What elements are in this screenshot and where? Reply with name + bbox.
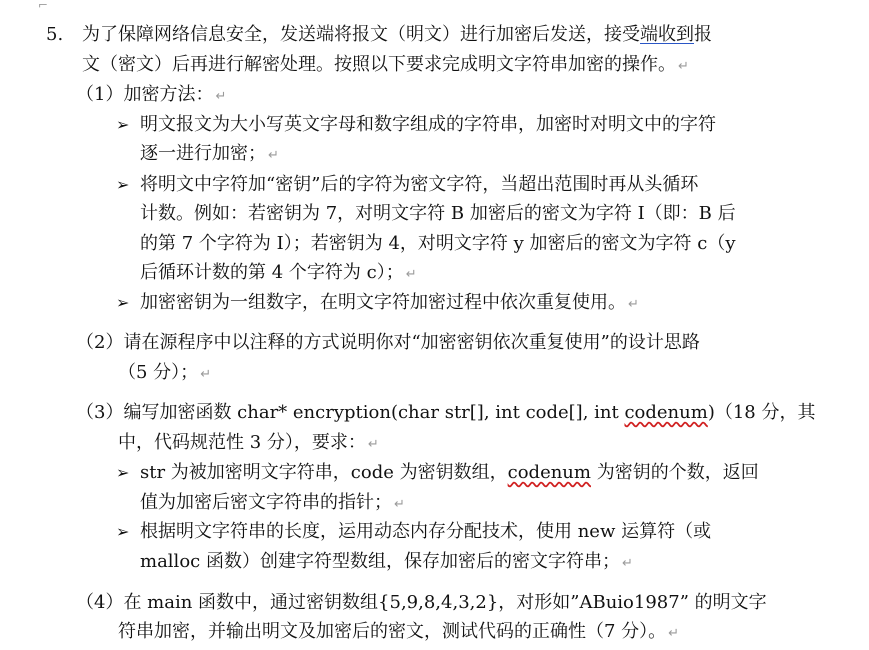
question-intro-line-1 xyxy=(82,23,712,47)
part1-bullet3-text-1: 加密密钥为一组数字，在明文字符加密过程中依次重复使用。 xyxy=(140,292,626,313)
paragraph-mark: ↵ xyxy=(678,59,689,74)
paragraph-mark: ↵ xyxy=(668,626,680,641)
part1-bullet1-line2 xyxy=(140,142,279,166)
part1-title-text: （1）加密方法： xyxy=(76,84,214,105)
part1-bullet2-line3 xyxy=(140,232,735,256)
part1-bullet1-text-1: 明文报文为大小写英文字母和数字组成的字符串，加密时对明文中的字符 xyxy=(140,114,716,135)
part3-text-1b-spellcheck: codenum xyxy=(624,402,708,423)
part4-text-1: （4）在 main 函数中，通过密钥数组{5,9,8,4,3,2}，对形如”ABuio1987” 的明文字 xyxy=(76,592,767,613)
part1-bullet2-line4 xyxy=(140,261,417,285)
question-number xyxy=(46,23,63,47)
bullet-arrow-icon: ➢ xyxy=(116,522,130,541)
paragraph-mark: ↵ xyxy=(628,297,639,312)
part1-bullet2-text-2: 计数。例如：若密钥为 7，对明文字符 B 加密后的密文为字符 I（即：B 后 xyxy=(140,203,736,224)
paragraph-mark: ↵ xyxy=(405,267,417,282)
paragraph-mark: ↵ xyxy=(200,367,212,382)
part3-bullet1-text-1c: 为密钥的个数，返回 xyxy=(590,462,759,483)
part2-text-1: （2）请在源程序中以注释的方式说明你对“加密密钥依次重复使用”的设计思路 xyxy=(76,332,700,353)
part3-bullet1-line2 xyxy=(140,491,405,515)
part2-text-2: （5 分）； xyxy=(118,362,199,383)
part2-line1 xyxy=(76,331,700,355)
part3-line2 xyxy=(118,431,379,455)
part4-line2 xyxy=(118,620,679,644)
part3-text-2: 中，代码规范性 3 分），要求： xyxy=(118,432,366,453)
question-intro-text-a: 为了保障网络信息安全，发送端将报文（明文）进行加密后发送，接受 xyxy=(82,24,640,45)
bullet-arrow-icon: ➢ xyxy=(116,463,130,482)
bullet-arrow-icon: ➢ xyxy=(116,175,130,194)
question-intro-text-c: 报 xyxy=(694,24,712,45)
part3-text-1c: )（18 分，其 xyxy=(707,402,816,423)
part2-line2 xyxy=(118,361,211,385)
part4-text-2: 符串加密，并输出明文及加密后的密文，测试代码的正确性（7 分）。 xyxy=(118,621,667,642)
question-number-text: 5. xyxy=(46,24,64,45)
part3-bullet2-text-1: 根据明文字符串的长度，运用动态内存分配技术，使用 new 运算符（或 xyxy=(140,521,712,542)
paragraph-mark: ↵ xyxy=(215,89,227,104)
part3-bullet2-line1 xyxy=(140,520,711,544)
part4-line1 xyxy=(76,591,767,615)
part3-bullet1-text-1a: str 为被加密明文字符串，code 为密钥数组， xyxy=(140,462,508,483)
part1-bullet2-text-1: 将明文中字符加“密钥”后的字符为密文字符，当超出范围时再从头循环 xyxy=(140,174,699,195)
part1-bullet1-line1 xyxy=(140,113,716,137)
question-intro-text-underlined: 端收到 xyxy=(640,24,694,45)
part1-bullet3-line1 xyxy=(140,291,639,315)
part3-text-1a: （3）编写加密函数 char* encryption(char str[], int code[], int xyxy=(76,402,625,423)
paragraph-mark: ↵ xyxy=(367,437,379,452)
part3-bullet2-line2 xyxy=(140,550,633,574)
part3-bullet2-text-2: malloc 函数）创建字符型数组，保存加密后的密文字符串； xyxy=(140,551,620,572)
corner-mark: ⌐ xyxy=(38,0,49,12)
bullet-arrow-icon: ➢ xyxy=(116,115,130,134)
part1-title xyxy=(76,83,226,107)
bullet-arrow-icon: ➢ xyxy=(116,293,130,312)
part3-line1 xyxy=(76,401,815,425)
paragraph-mark: ↵ xyxy=(621,556,633,571)
part1-bullet2-line2 xyxy=(140,202,736,226)
part1-bullet2-line1 xyxy=(140,173,698,197)
part3-bullet1-text-1b-spellcheck: codenum xyxy=(507,462,591,483)
part1-bullet2-text-3: 的第 7 个字符为 I）；若密钥为 4，对明文字符 y 加密后的密文为字符 c（y xyxy=(140,233,736,254)
paragraph-mark: ↵ xyxy=(394,497,405,512)
paragraph-mark: ↵ xyxy=(268,148,279,163)
part3-bullet1-line1 xyxy=(140,461,759,485)
part1-bullet1-text-2: 逐一进行加密； xyxy=(140,143,266,164)
part1-bullet2-text-4: 后循环计数的第 4 个字符为 c）； xyxy=(140,262,404,283)
part3-bullet1-text-2: 值为加密后密文字符串的指针； xyxy=(140,492,392,513)
question-intro-text-2: 文（密文）后再进行解密处理。按照以下要求完成明文字符串加密的操作。 xyxy=(82,54,676,75)
question-intro-line-2 xyxy=(82,53,689,77)
